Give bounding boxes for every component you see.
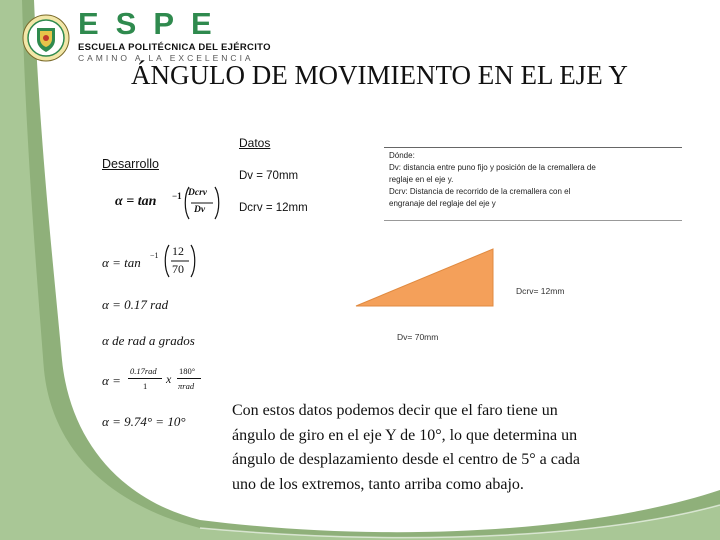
datos-dv: Dv = 70mm [239,170,299,182]
triangle-diagram [350,245,500,310]
equation-1-exponent: −1 [172,191,182,201]
equation-5-operator: x [166,372,172,386]
institution-name: ESCUELA POLITÉCNICA DEL EJÉRCITO [78,42,271,53]
equation-1-lhs: α = tan [115,194,157,209]
institution-motto: CAMINO A LA EXCELENCIA [78,53,254,63]
equation-5-bar-1 [128,378,162,379]
donde-line-3: reglaje en el eje y. [389,175,454,184]
donde-text [389,150,681,210]
espe-logo [22,14,70,62]
datos-heading: Datos [239,136,271,150]
conclusion-line-2: ángulo de giro en el eje Y de 10°, lo que determina un [232,426,578,444]
right-triangle [356,249,493,306]
conclusion-paragraph [232,399,690,497]
triangle-vertical-label: Dcrv= 12mm [516,286,565,296]
donde-line-5: engranaje del reglaje del eje y [389,199,496,208]
donde-line-1: Dónde: [389,151,415,160]
conclusion-line-4: uno de los extremos, tanto arriba como abajo. [232,475,524,493]
donde-line-2: Dv: distancia entre puno fijo y posición de la cremallera de [389,163,596,172]
datos-dcrv: Dcrv = 12mm [239,202,308,214]
equation-5-numerator-1: 0.17rad [130,366,157,376]
equation-2-lhs: α = tan [102,255,141,270]
equation-2-exponent: −1 [150,251,159,260]
equation-5-denominator-1: 1 [143,381,148,391]
slide-title: ÁNGULO DE MOVIMIENTO EN EL EJE Y [131,60,628,90]
equation-1-numerator: Dcrv [188,188,207,198]
equation-5-bar-2 [177,378,201,379]
conclusion-line-1: Con estos datos podemos decir que el faro tiene un [232,402,558,419]
equation-3: α = 0.17 rad [102,297,169,312]
equation-1 [115,194,156,210]
equation-5-lhs: α = [102,373,121,388]
equation-6: α = 9.74° = 10° [102,414,186,429]
conclusion-line-3: ángulo de desplazamiento desde el centro de 5° a cada [232,451,581,468]
donde-line-4: Dcrv: Distancia de recorrido de la cremallera con el [389,187,571,196]
equation-2-denominator: 70 [172,262,184,276]
triangle-horizontal-label: Dv= 70mm [397,332,439,342]
equation-4: α de rad a grados [102,333,195,348]
brand-name: ESPE [78,6,229,41]
equation-2-numerator: 12 [172,244,184,258]
equation-1-denominator: Dv [194,205,206,215]
equation-5-denominator-2: πrad [178,381,195,391]
equation-5-numerator-2: 180° [179,366,196,376]
desarrollo-heading: Desarrollo [102,157,159,171]
